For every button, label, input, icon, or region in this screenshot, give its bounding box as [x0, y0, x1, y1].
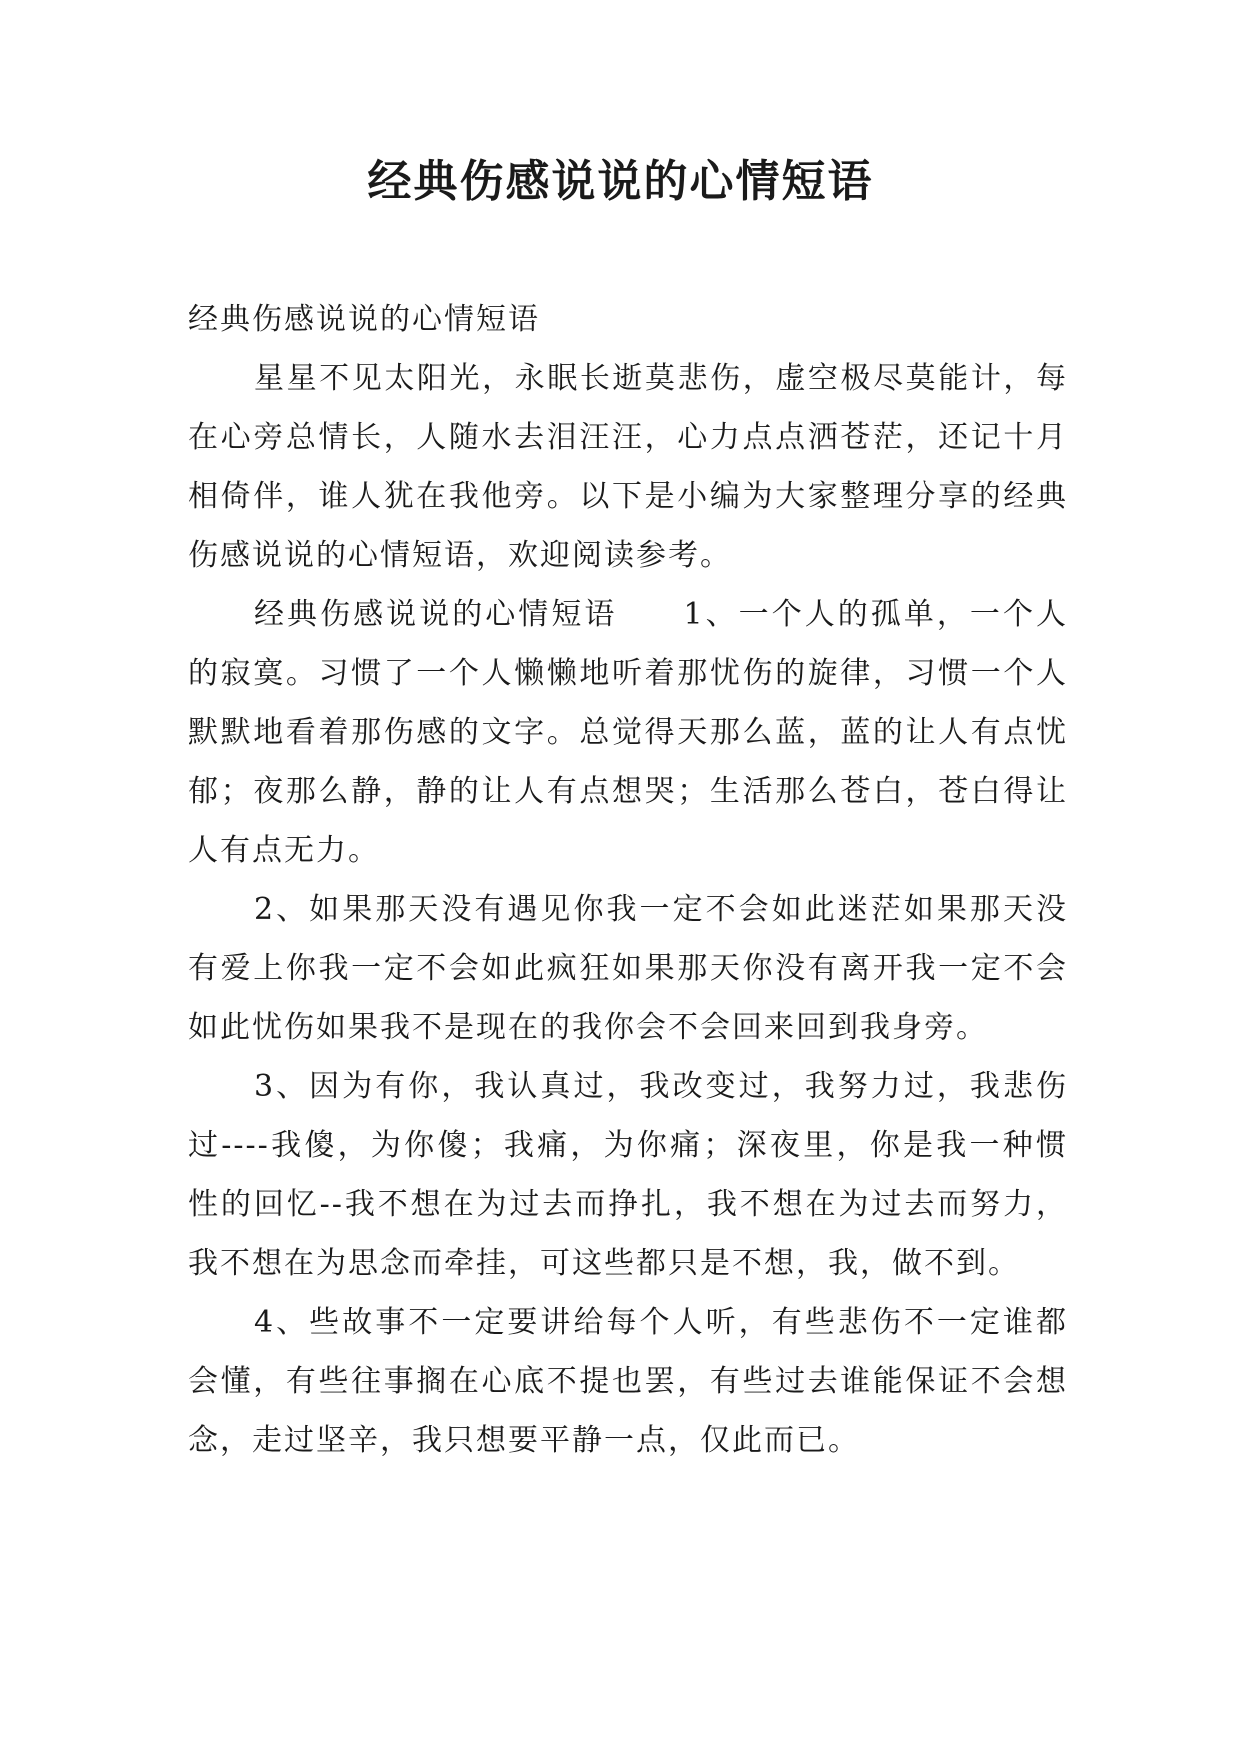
body-paragraph-item-1: 经典伤感说说的心情短语 1、一个人的孤单，一个人的寂寞。习惯了一个人懒懒地听着那忧伤的旋律，习惯一个人默默地看着那伤感的文字。总觉得天那么蓝，蓝的让人有点忧郁；夜那么静，静的让人有点想哭；生活那么苍白，苍白得让人有点无力。: [188, 597, 1068, 868]
body-paragraph-item-2: 2、如果那天没有遇见你我一定不会如此迷茫如果那天没有爱上你我一定不会如此疯狂如果那天你没有离开我一定不会如此忧伤如果我不是现在的我你会不会回来回到我身旁。: [188, 892, 1068, 1045]
body-paragraph-item-3: 3、因为有你，我认真过，我改变过，我努力过，我悲伤过----我傻，为你傻；我痛，为你痛；深夜里，你是我一种惯性的回忆--我不想在为过去而挣扎，我不想在为过去而努力，我不想在为思念而牵挂，可这些都只是不想，我，做不到。: [188, 1069, 1068, 1281]
document-title: 经典伤感说说的心情短语: [367, 156, 874, 207]
document-body: [188, 290, 1068, 1470]
body-paragraph-heading: 经典伤感说说的心情短语: [188, 302, 540, 337]
body-paragraph-item-4: 4、些故事不一定要讲给每个人听，有些悲伤不一定谁都会懂，有些往事搁在心底不提也罢，有些过去谁能保证不会想念，走过坚辛，我只想要平静一点，仅此而已。: [188, 1305, 1068, 1458]
body-paragraph-intro: 星星不见太阳光，永眠长逝莫悲伤，虚空极尽莫能计，每在心旁总情长，人随水去泪汪汪，心力点点洒苍茫，还记十月相倚伴，谁人犹在我他旁。以下是小编为大家整理分享的经典伤感说说的心情短语，欢迎阅读参考。: [188, 361, 1068, 573]
